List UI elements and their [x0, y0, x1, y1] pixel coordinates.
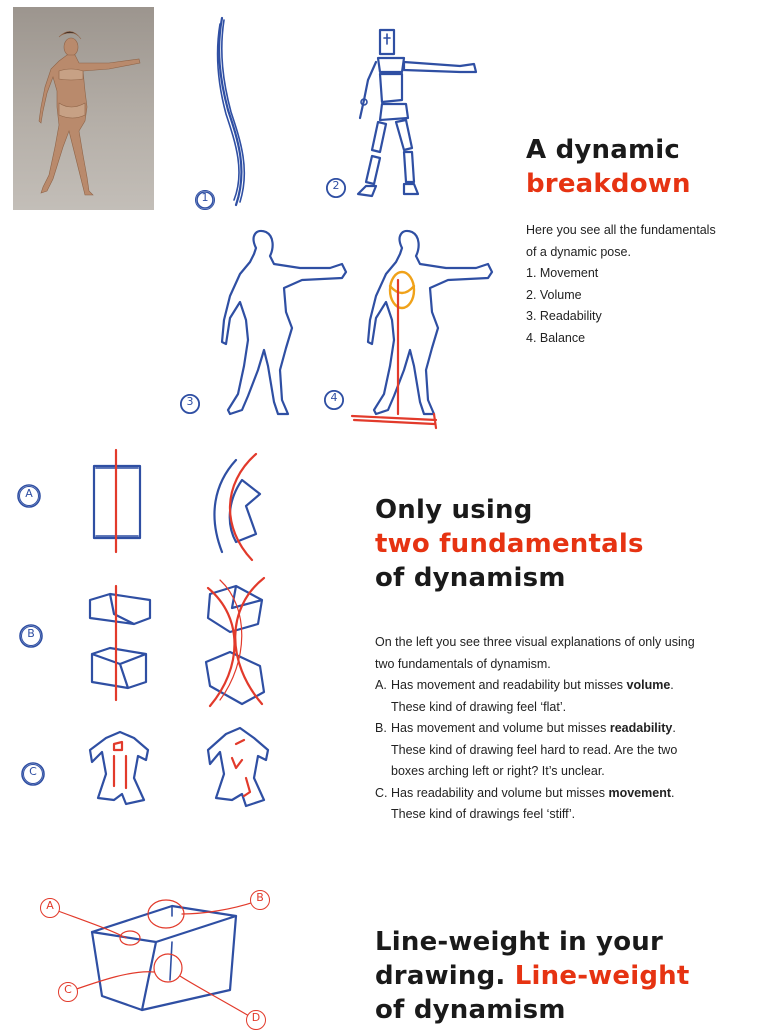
- title-red-part: Line-weight: [514, 961, 690, 991]
- list-item-b-cont2: boxes arching left or right? It’s unclear.: [391, 764, 605, 778]
- item-bold: movement: [608, 785, 671, 800]
- section1-title-line1: A dynamic: [526, 135, 681, 165]
- section2-intro-line1: On the left you see three visual explanations of only using: [375, 635, 695, 649]
- circle-label-d: D: [246, 1010, 266, 1030]
- line-of-action-sketch: [218, 18, 245, 205]
- list-item-a: [375, 675, 695, 697]
- list-item-balance: 4. Balance: [526, 330, 586, 345]
- item-text: Has movement and volume but misses: [391, 721, 610, 735]
- silhouette-sketch: [222, 231, 346, 414]
- mannequin-sketch: [358, 30, 476, 196]
- section3-title-line2: [375, 959, 690, 993]
- section2-intro-line2: two fundamentals of dynamism.: [375, 656, 551, 671]
- item-end: .: [670, 678, 674, 692]
- balance-sketch: [352, 231, 492, 428]
- reference-figure: [13, 7, 154, 210]
- list-item-c: [375, 783, 695, 805]
- list-item-readability: 3. Readability: [526, 309, 602, 323]
- item-bold: volume: [626, 678, 671, 692]
- section2-title-line3: of dynamism: [375, 563, 566, 593]
- circle-label-c: C: [58, 982, 78, 1002]
- dynamic-breakdown-drawings: [190, 10, 490, 430]
- item-text: Has readability and volume but misses: [391, 785, 609, 800]
- circle-label-4: 4: [324, 390, 344, 410]
- list-marker: B.: [375, 721, 387, 735]
- section2-title: [375, 493, 644, 595]
- section3-title-line1: Line-weight in your: [375, 927, 663, 957]
- circle-label-3: 3: [180, 394, 200, 414]
- section1-body: [526, 220, 716, 349]
- stiff-figure-sketch: [90, 728, 268, 806]
- section3-title-line3: of dynamism: [375, 995, 566, 1025]
- circle-label-1: 1: [195, 190, 215, 210]
- circle-label-a: A: [19, 486, 39, 506]
- list-marker: C.: [375, 785, 388, 800]
- flat-box-sketch: [94, 450, 260, 560]
- item-text: Has movement and readability but misses: [391, 678, 627, 692]
- section3-title: [375, 925, 690, 1027]
- circle-label-c: C: [23, 764, 43, 784]
- list-item-c-cont: These kind of drawings feel ‘stiff’.: [391, 807, 576, 821]
- title-black-part: drawing.: [375, 961, 515, 991]
- list-marker: A.: [375, 678, 387, 692]
- list-item-a-cont: These kind of drawing feel ‘flat’.: [391, 699, 567, 714]
- item-bold: readability: [609, 721, 673, 735]
- section2-title-line1: Only using: [375, 495, 533, 525]
- item-end: .: [671, 785, 675, 800]
- list-item-volume: 2. Volume: [526, 287, 582, 302]
- circle-label-2: 2: [326, 178, 346, 198]
- two-fundamentals-drawings: [10, 448, 300, 828]
- circle-label-a: A: [40, 898, 60, 918]
- section1-title: [526, 133, 691, 201]
- list-item-b: [375, 718, 695, 740]
- list-item-movement: 1. Movement: [526, 266, 599, 280]
- section1-intro-line2: of a dynamic pose.: [526, 244, 631, 259]
- section1-title-line2: breakdown: [526, 169, 691, 199]
- item-end: .: [672, 721, 676, 735]
- reference-photo: [13, 7, 154, 210]
- section1-intro-line1: Here you see all the fundamentals: [526, 223, 716, 237]
- section2-title-line2: two fundamentals: [375, 529, 644, 559]
- stacked-volume-sketch: [90, 578, 264, 706]
- circle-label-b: B: [250, 890, 270, 910]
- list-item-b-cont: These kind of drawing feel hard to read. Are the two: [391, 742, 678, 757]
- section2-body: [375, 632, 695, 826]
- circle-label-b: B: [21, 626, 41, 646]
